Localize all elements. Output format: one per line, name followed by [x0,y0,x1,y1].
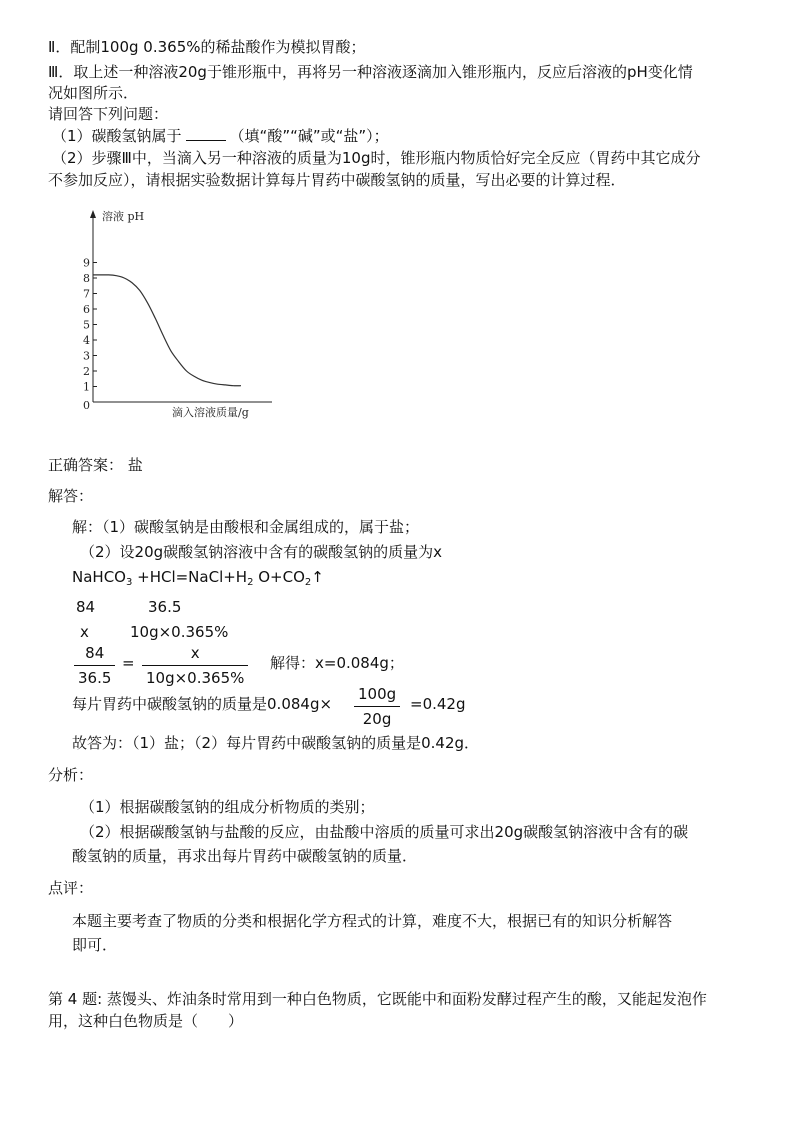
eq-nahco: NaHCO [72,568,126,586]
correct-answer [48,455,143,475]
eq-sub2b: 2 [304,577,312,588]
analysis-label: 分析： [48,766,94,784]
y-tick-label-7: 7 [83,287,90,301]
eq-mid: +HCl=NaCl+H [132,568,248,586]
solution-line1: 解：（1）碳酸氢钠是由酸根和金属组成的，属于盐； [72,518,420,536]
problem-step2: Ⅱ．配制100g 0.365%的稀盐酸作为模拟胃酸； [48,38,366,56]
chemical-equation [72,567,324,593]
comment-label: 点评： [48,879,94,897]
answer-blank [186,126,226,141]
final-answer: 故答为：（1）盐；（2）每片胃药中碳酸氢钠的质量是0.42g． [72,734,480,752]
y-tick-label-6: 6 [83,303,90,316]
ph-chart [66,202,286,430]
solution-label: 解答： [48,487,94,505]
fraction-numerator: x [142,643,248,666]
question-2-line2: 不参加反应），请根据实验数据计算每片胃药中碳酸氢钠的质量，写出必要的计算过程． [48,171,626,189]
origin-label: 0 [83,399,90,412]
fraction-numerator: 84 [74,643,115,666]
solution-line2: （2）设20g碳酸氢钠溶液中含有的碳酸氢钠的质量为x [80,543,443,561]
x-axis-title: 滴入溶液质量/g [172,406,249,419]
unknown-x: x [80,623,89,641]
fraction-denominator: 20g [362,710,392,728]
eq-sub2: 2 [247,577,254,588]
equals-sign: = [122,654,135,672]
next-question-line2: 用，这种白色物质是（ ） [48,1012,244,1030]
fraction-84-365 [74,643,115,688]
per-tablet-pre: 每片胃药中碳酸氢钠的质量是0.084g× [72,695,333,713]
question-1-text-before: （1）碳酸氢钠属于 [52,127,182,145]
solve-result: 解得：x=0.084g； [270,654,404,672]
y-tick-label-1: 1 [83,380,90,394]
problem-prompt: 请回答下列问题： [48,105,169,123]
fraction-denominator: 10g×0.365% [146,669,245,687]
comment-line2: 即可． [72,936,118,954]
y-tick-label-4: 4 [83,334,90,347]
correct-answer-label: 正确答案： [48,456,124,474]
gas-arrow: ↑ [311,568,324,586]
correct-answer-value: 盐 [127,456,143,474]
next-question-line1: 第 4 题: 蒸馒头、炸油条时常用到一种白色物质，它既能中和面粉发酵过程产生的酸，又能起发泡作 [48,990,707,1008]
y-axis-arrow [90,210,96,218]
per-tablet-result: =0.42g [410,695,466,713]
problem-step3-line1: Ⅲ．取上述一种溶液20g于锥形瓶中，再将另一种溶液逐滴加入锥形瓶内，反应后溶液的pH变化情 [48,63,693,81]
analysis-line3: 酸氢钠的质量，再求出每片胃药中碳酸氢钠的质量． [72,847,418,865]
y-axis-title: 溶液 pH [102,210,145,223]
comment-line1: 本题主要考查了物质的分类和根据化学方程式的计算，难度不大，根据已有的知识分析解答 [72,912,673,930]
analysis-line2: （2）根据碳酸氢钠与盐酸的反应，由盐酸中溶质的质量可求出20g碳酸氢钠溶液中含有的碳 [80,823,689,841]
molar-mass-hcl: 36.5 [148,598,182,616]
analysis-line1: （1）根据碳酸氢钠的组成分析物质的类别； [80,798,375,816]
y-tick-label-3: 3 [83,349,90,363]
ph-curve [93,275,241,386]
eq-sub3: 3 [125,577,133,588]
fraction-denominator: 36.5 [78,669,112,687]
hcl-mass: 10g×0.365% [130,623,229,641]
question-1-text-after: （填“酸”“碱”或“盐”）； [229,127,389,145]
y-tick-label-5: 5 [83,318,90,332]
fraction-numerator: 100g [354,684,400,707]
problem-step3-line2: 况如图所示． [48,84,139,102]
y-tick-label-2: 2 [83,365,90,378]
y-tick-label-8: 8 [83,272,90,285]
fraction-x-hcl [142,643,248,688]
y-tick-label-9: 9 [83,256,90,270]
question-1 [52,126,389,146]
question-2-line1: （2）步骤Ⅲ中，当滴入另一种溶液的质量为10g时，锥形瓶内物质恰好完全反应（胃药中其它成分 [52,149,701,167]
fraction-100-20 [354,684,400,729]
molar-mass-nahco3: 84 [76,598,96,616]
eq-o-co: O+CO [253,568,305,586]
